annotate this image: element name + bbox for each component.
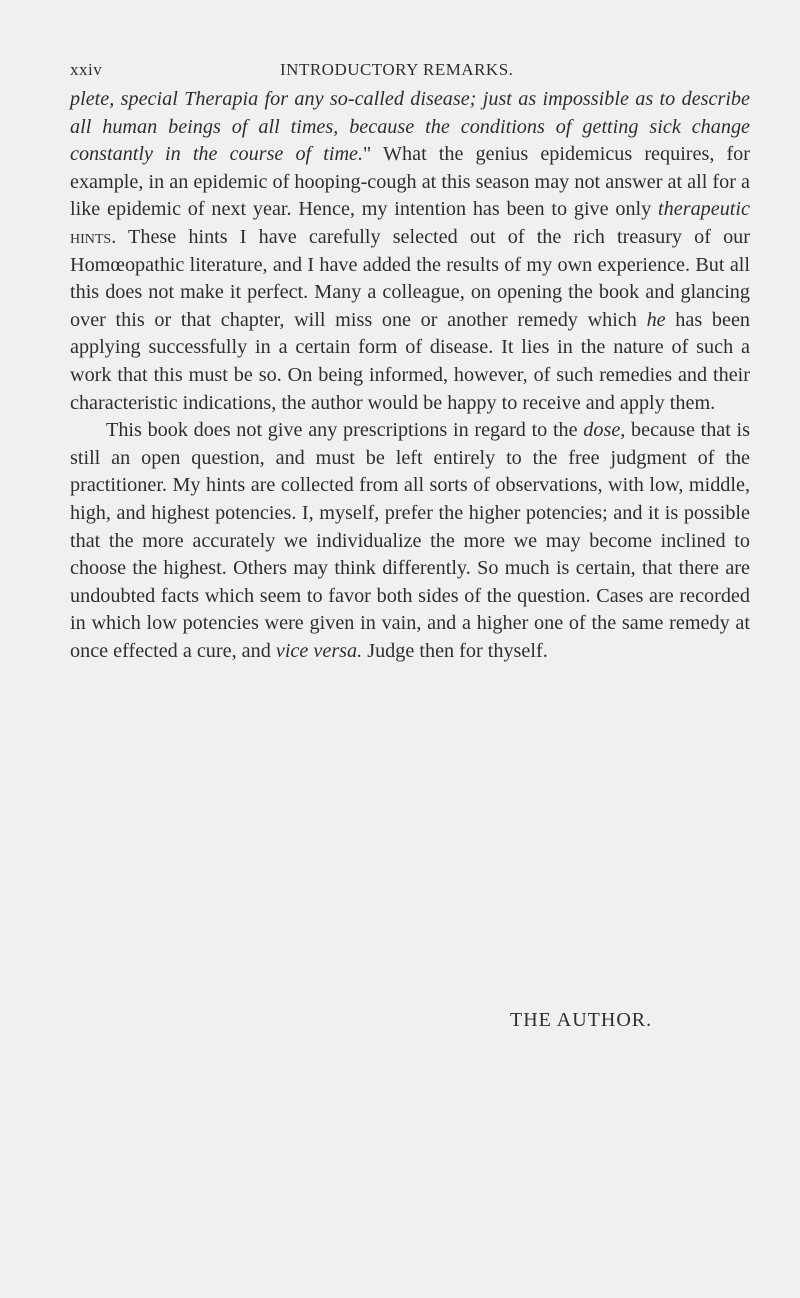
paragraph-1-italic-he: he (646, 308, 666, 331)
signature: THE AUTHOR. (510, 1009, 653, 1031)
body-text (70, 86, 750, 665)
paragraph-1 (70, 86, 750, 417)
paragraph-2-italic-dose: dose, (583, 419, 626, 442)
paragraph-2-text-c: Judge then for thyself. (362, 639, 548, 662)
paragraph-1-text-b: . These hints I have carefully selected out of the rich treasury of our Homœopathic literature, and I have added the results of my own experience. But all this does not make it perfect. Many a colleague, on opening the book and glancing over this or that chapter, will miss one or another remedy which (70, 225, 750, 331)
paragraph-1-italic-therapeutic: therapeutic (658, 198, 750, 221)
page-number: xxiv (70, 60, 103, 79)
paragraph-2-italic-vice-versa: vice versa. (275, 639, 363, 662)
paragraph-2 (70, 417, 750, 665)
paragraph-1-text-c: has been applying successfully in a certain form of disease. It lies in the nature of such a work that this must be so. On being informed, however, of such remedies and their characteristic indications, the author would be happy to receive and apply them. (70, 308, 750, 414)
paragraph-1-quote-close: " (363, 143, 372, 166)
header-title: INTRODUCTORY REMARKS. (280, 60, 514, 79)
paragraph-2-text-b: because that is still an open question, and must be left entirely to the free judgment of the practitioner. My hints are collected from all sorts of observations, with low, middle, high, and highest potencies. I, myself, prefer the higher potencies; and it is possible that the more accurately we individualize the more we may become inclined to choose the highest. Others may think differently. So much is certain, that there are undoubted facts which seem to favor both sides of the question. Cases are recorded in which low potencies were given in vain, and a higher one of the same remedy at once effected a cure, and (70, 419, 751, 662)
paragraph-2-text-a: This book does not give any prescriptions in regard to the (106, 419, 584, 442)
paragraph-1-text-a: What the genius epidemicus requires, for example, in an epidemic of hooping-cough at this season may not answer at all for a like epidemic of next year. Hence, my intention has been to give only (70, 143, 751, 221)
paragraph-1-smallcaps-hints: hints (70, 225, 112, 248)
running-head (70, 60, 750, 86)
paragraph-1-quote: plete, special Therapia for any so-called disease; just as impossible as to describe all human beings of all times, because the conditions of getting sick change constantly in the course of time. (70, 88, 750, 166)
